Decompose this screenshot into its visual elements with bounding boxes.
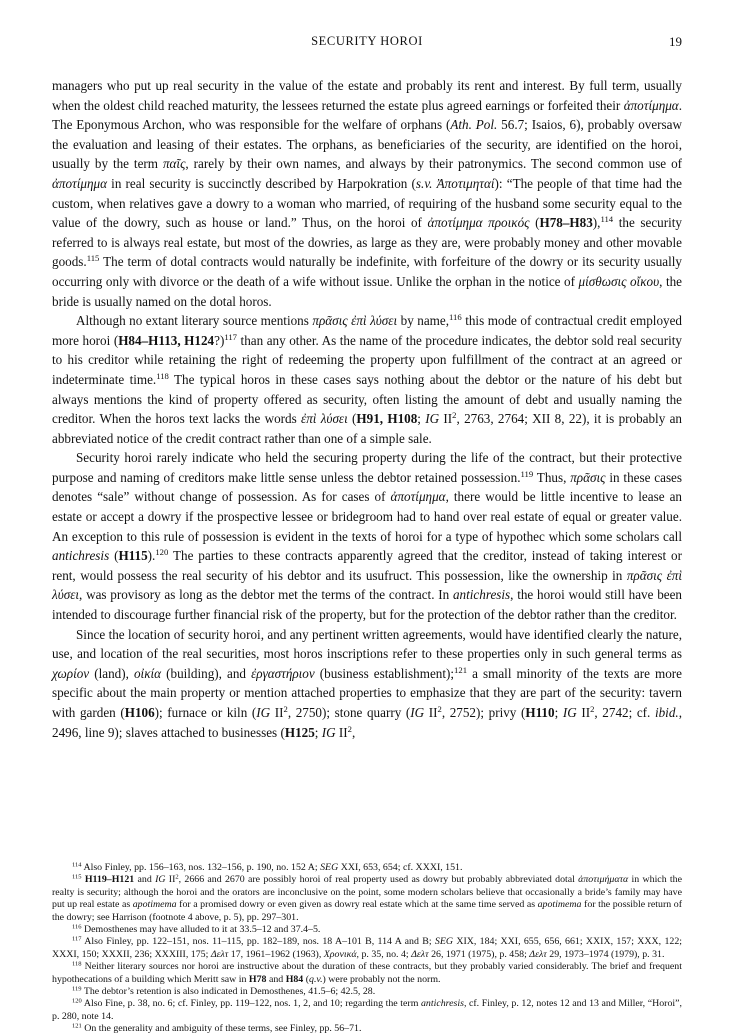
text-run: ) were probably not the norm. xyxy=(322,973,441,985)
text-run: Also Fine, p. 38, no. 6; cf. Finley, pp. 119–122, nos. 1, 2, and 10; regarding the term xyxy=(81,998,421,1010)
italic-text: ἀποτίμημα xyxy=(623,97,679,113)
italic-text: Ath. Pol. xyxy=(450,117,498,133)
text-run: ), xyxy=(592,215,601,231)
italic-text: IG xyxy=(155,874,166,886)
text-run: ( xyxy=(109,548,119,564)
bold-reference: H115 xyxy=(118,548,148,564)
text-run: ( xyxy=(303,973,310,985)
superscript: 115 xyxy=(72,873,82,881)
bold-reference: H78–H83 xyxy=(539,215,593,231)
text-run: The parties to these contracts apparently agreed that the creditor, instead of taking interest or rent, would possess the real security of his debtor and its usufruct. This possession, like the ownership in xyxy=(52,548,682,583)
italic-text: πρᾶσις ἐπὶ λύσει xyxy=(52,567,682,603)
bold-reference: H106 xyxy=(124,705,155,720)
footnote xyxy=(52,961,682,986)
italic-text: οἰκία xyxy=(133,665,162,681)
footnote xyxy=(52,874,682,924)
text-run: ). xyxy=(147,548,156,564)
text-run: , 2750); stone quarry ( xyxy=(287,705,411,720)
italic-text: IG xyxy=(425,411,440,427)
text-run: Since the location of security horoi, and any pertinent written agreements, would have identified clearly the nature, use, and location of the real securities, most horos inscriptions refer to these properties only in such general terms as xyxy=(52,626,682,662)
text-run: (business establishment); xyxy=(314,665,455,681)
superscript: 118 xyxy=(156,371,169,382)
text-run: ( xyxy=(529,215,540,231)
text-run: in which the realty is security; although the horoi and the orators are inconclusive on the point, some modern scholars believe that occasionally a bride’s family may have put up real estate as xyxy=(52,874,682,911)
text-run: Also Finley, pp. 122–151, nos. 11–115, pp. 182–189, nos. 18 A–101 B, 114 A and B; xyxy=(81,936,435,948)
text-run: (land), xyxy=(89,665,134,681)
text-run: (building), and xyxy=(161,665,252,681)
paragraph xyxy=(52,625,682,743)
bold-reference: H110 xyxy=(525,705,555,720)
italic-text: antichresis xyxy=(452,587,511,603)
text-run: 26, 1971 (1975), p. 458; xyxy=(428,948,530,960)
italic-text: ἀποτιμήματα xyxy=(578,874,629,886)
text-run: ( xyxy=(347,411,357,427)
italic-text: q.v. xyxy=(309,973,323,985)
text-run: ); furnace or kiln ( xyxy=(154,705,257,720)
superscript: 117 xyxy=(224,331,237,342)
running-head: SECURITY HOROI xyxy=(311,34,423,48)
italic-text: Δελτ xyxy=(210,948,229,960)
italic-text: IG xyxy=(562,705,577,720)
superscript: 2 xyxy=(347,723,352,734)
footnote xyxy=(52,986,682,998)
text-run: Security horoi rarely indicate who held the securing property during the life of the contract, but their protective purpose and naming of creditors make little sense unless the debtor retained possession. xyxy=(52,450,682,485)
superscript: 2 xyxy=(437,704,442,715)
superscript: 2 xyxy=(590,704,595,715)
text-run: Neither literary sources nor horoi are instructive about the duration of these contracts, but they probably varied considerably. The brief and frequent hypothecations of a building which Meritt saw in xyxy=(52,961,682,985)
italic-text: apotimema xyxy=(132,899,177,911)
text-run: The typical horos in these cases says nothing about the debtor or the nature of his debt but always mentions the kind of property offered as security, often listing the amount of debt and usually naming the creditor. When the horos text lacks the words xyxy=(52,371,682,427)
superscript: 118 xyxy=(72,960,82,968)
text-run: II xyxy=(424,705,438,720)
text-run: Also Finley, pp. 156–163, nos. 132–156, p. 190, no. 152 A; xyxy=(81,862,321,873)
text-run: for the possible return of the dowry; see Harrison (footnote 4 above, p. 5), pp. 297–301. xyxy=(52,899,682,923)
text-run: . The Eponymous Archon, who was responsible for the welfare of orphans ( xyxy=(52,97,682,133)
italic-text: Ἀποτιμηταί xyxy=(436,175,495,191)
bold-reference: H84 xyxy=(285,973,304,985)
text-run: XIX, 184; XXI, 655, 656, 661; XXIX, 157; XXX, 122; XXXI, 150; XXXII, 236; XXXIII, 175; xyxy=(52,936,682,960)
superscript: 121 xyxy=(454,665,468,676)
page-number: 19 xyxy=(669,34,682,49)
superscript: 2 xyxy=(175,873,179,881)
italic-text: μίσθωσις οἴκου xyxy=(578,273,660,289)
superscript: 119 xyxy=(520,469,534,480)
italic-text: πρᾶσις ἐπὶ λύσει xyxy=(312,313,398,329)
text-run: , 2763, 2764; XII 8, 22), it is probably an abbreviated notice of the credit contract rather than one of a simple sale. xyxy=(52,411,682,446)
text-run: XXI, 653, 654; cf. XXXI, 151. xyxy=(338,862,463,873)
superscript: 2 xyxy=(452,410,457,421)
text-run: , 2742; cf. xyxy=(594,705,655,720)
text-run: Although no extant literary source mentions xyxy=(76,313,313,329)
italic-text: SEG xyxy=(320,862,339,873)
text-run: for a promised dowry or even given as dowry real estate which at the same time served as xyxy=(176,899,538,911)
text-run: ; xyxy=(314,724,322,740)
text-run: 29, 1973–1974 (1979), p. 31. xyxy=(546,948,665,960)
italic-text: Δελτ xyxy=(411,948,429,960)
italic-text: παῖς xyxy=(162,156,186,172)
text-run: by name, xyxy=(397,313,450,329)
italic-text: ἐπὶ λύσει xyxy=(301,411,348,427)
bold-reference: H91, H108 xyxy=(356,411,418,427)
text-run: the security referred to is always real estate, but most of the dowries, as large as they are, were probably money and other movable goods. xyxy=(52,215,682,270)
text-run: ?) xyxy=(214,332,225,348)
italic-text: ibid. xyxy=(654,705,679,720)
italic-text: πρᾶσις xyxy=(570,469,606,485)
footnote xyxy=(52,862,682,874)
superscript: 114 xyxy=(600,214,614,225)
text-run: managers who put up real security in the value of the estate and probably its rent and interest. By full term, usually when the oldest child reached maturity, the lessees returned the estate plus agreed earnings or forfeited their xyxy=(52,78,682,113)
text-run: , xyxy=(351,724,356,740)
text-run: , was provisory as long as the debtor met the terms of the contract. In xyxy=(79,587,453,603)
text-run: 56.7; Isaios, 6), probably oversaw the evaluation and leasing of their estates. The orphans, as beneficiaries of the security, are identified on the horoi, usually by the term xyxy=(52,117,682,172)
italic-text: SEG xyxy=(434,936,453,948)
text-run: , there would be little incentive to lease an estate or accept a dowry if the prospective lessee or bridegroom had to hand over real estate of equal or greater value. An exception to this rule of possession is evident in the texts of horoi for a type of hypothec which some scholars call xyxy=(52,489,682,544)
text-run: in real security is succinctly described by Harpokration ( xyxy=(107,175,416,191)
italic-text: ἐργαστήριον xyxy=(251,665,315,681)
superscript: 121 xyxy=(72,1022,82,1030)
text-run: Thus, xyxy=(533,469,571,485)
text-run: Demosthenes may have alluded to it at 33.5–12 and 37.4–5. xyxy=(81,924,321,936)
italic-text: Χρονικά xyxy=(323,948,357,960)
italic-text: antichresis xyxy=(52,548,110,564)
text-run: II xyxy=(165,874,176,886)
superscript: 119 xyxy=(72,985,82,993)
italic-text: ἀποτίμημα xyxy=(390,489,446,505)
body-text xyxy=(52,76,682,742)
italic-text: ἀποτίμημα προικός xyxy=(427,215,530,231)
text-run: , cf. Finley, p. 12, notes 12 and 13 and Miller, “Horoi”, p. 280, note 14. xyxy=(52,998,682,1022)
italic-text: χωρίον xyxy=(52,665,90,681)
superscript: 114 xyxy=(72,861,82,869)
text-run: , rarely by their own names, and always by their patronymics. The second common use of xyxy=(185,156,683,172)
italic-text: apotimema xyxy=(537,899,582,911)
footnote xyxy=(52,924,682,936)
bold-reference: H119–H121 xyxy=(84,874,135,886)
superscript: 116 xyxy=(449,312,462,323)
text-run: II xyxy=(335,724,348,740)
text-run: The term of dotal contracts would naturally be indefinite, with forfeiture of the dowry or its security usually occurring only with divorce or the death of a wife without issue. Unlike the orphan in the notice of xyxy=(52,254,682,289)
text-run: , 2752); privy ( xyxy=(441,705,526,720)
text-run: The debtor’s retention is also indicated in Demosthenes, 41.5–6; 42.5, 28. xyxy=(81,986,376,998)
bold-reference: H84–H113, H124 xyxy=(118,332,215,348)
text-run: 17, 1961–1962 (1963), xyxy=(228,948,324,960)
text-run: ; xyxy=(417,411,426,427)
text-run: , 2666 and 2670 are possibly horoi of real property used as dowry but probably abbreviated dotal xyxy=(178,874,579,886)
text-run: , the horoi would still have been intended to discourage further financial risk of the property, but for the protection of the debtor rather than the creditor. xyxy=(52,587,682,623)
text-run: ; xyxy=(554,705,563,720)
text-run: in these cases denotes “sale” without change of possession. As for cases of xyxy=(52,469,682,505)
text-run: than any other. As the name of the procedure indicates, the debtor sold real security to his creditor while retaining the right of redeeming the property upon fulfillment of the contract at an agreed or indeterminate time. xyxy=(52,332,682,387)
paragraph xyxy=(52,448,682,624)
footnote xyxy=(52,1023,682,1035)
bold-reference: H78 xyxy=(248,973,267,985)
paragraph xyxy=(52,311,682,448)
superscript: 2 xyxy=(283,704,288,715)
page-header xyxy=(52,34,682,52)
text-run: , 2496, line 9); slaves attached to businesses ( xyxy=(52,705,682,740)
text-run: On the generality and ambiguity of these terms, see Finley, pp. 56–71. xyxy=(81,1023,362,1035)
text-run: II xyxy=(439,411,453,427)
superscript: 120 xyxy=(72,997,82,1005)
italic-text: Δελτ xyxy=(529,948,547,960)
text-run: and xyxy=(134,874,156,886)
italic-text: antichresis xyxy=(420,998,464,1010)
bold-reference: H125 xyxy=(284,724,315,740)
text-run: II xyxy=(270,705,284,720)
italic-text: IG xyxy=(321,724,336,740)
footnotes xyxy=(52,862,682,1036)
superscript: 120 xyxy=(155,547,169,558)
footnote xyxy=(52,936,682,961)
text-run: a small minority of the texts are more specific about the main property or mention attached properties to emphasize that they are part of the security: tavern with garden ( xyxy=(52,665,683,720)
text-run: this mode of contractual credit employed more horoi ( xyxy=(52,313,682,348)
text-run: II xyxy=(576,705,591,720)
footnote xyxy=(52,998,682,1023)
italic-text: IG xyxy=(256,705,271,720)
text-run: and xyxy=(266,973,286,985)
italic-text: ἀποτίμημα xyxy=(52,175,108,191)
text-run: , the bride is usually named on the dotal horos. xyxy=(52,273,682,309)
italic-text: s.v. xyxy=(415,175,433,191)
superscript: 117 xyxy=(72,935,82,943)
paragraph xyxy=(52,76,682,311)
text-run: , p. 35, no. 4; xyxy=(356,948,412,960)
superscript: 116 xyxy=(72,923,82,931)
superscript: 115 xyxy=(86,253,100,264)
italic-text: IG xyxy=(410,705,425,720)
text-run: ): “The people of that time had the custom, when relatives gave a dowry to a woman who married, of requiring of the husband some security equal to the value of the dowry, such as house or land.” Thus, on the horoi of xyxy=(52,175,682,231)
